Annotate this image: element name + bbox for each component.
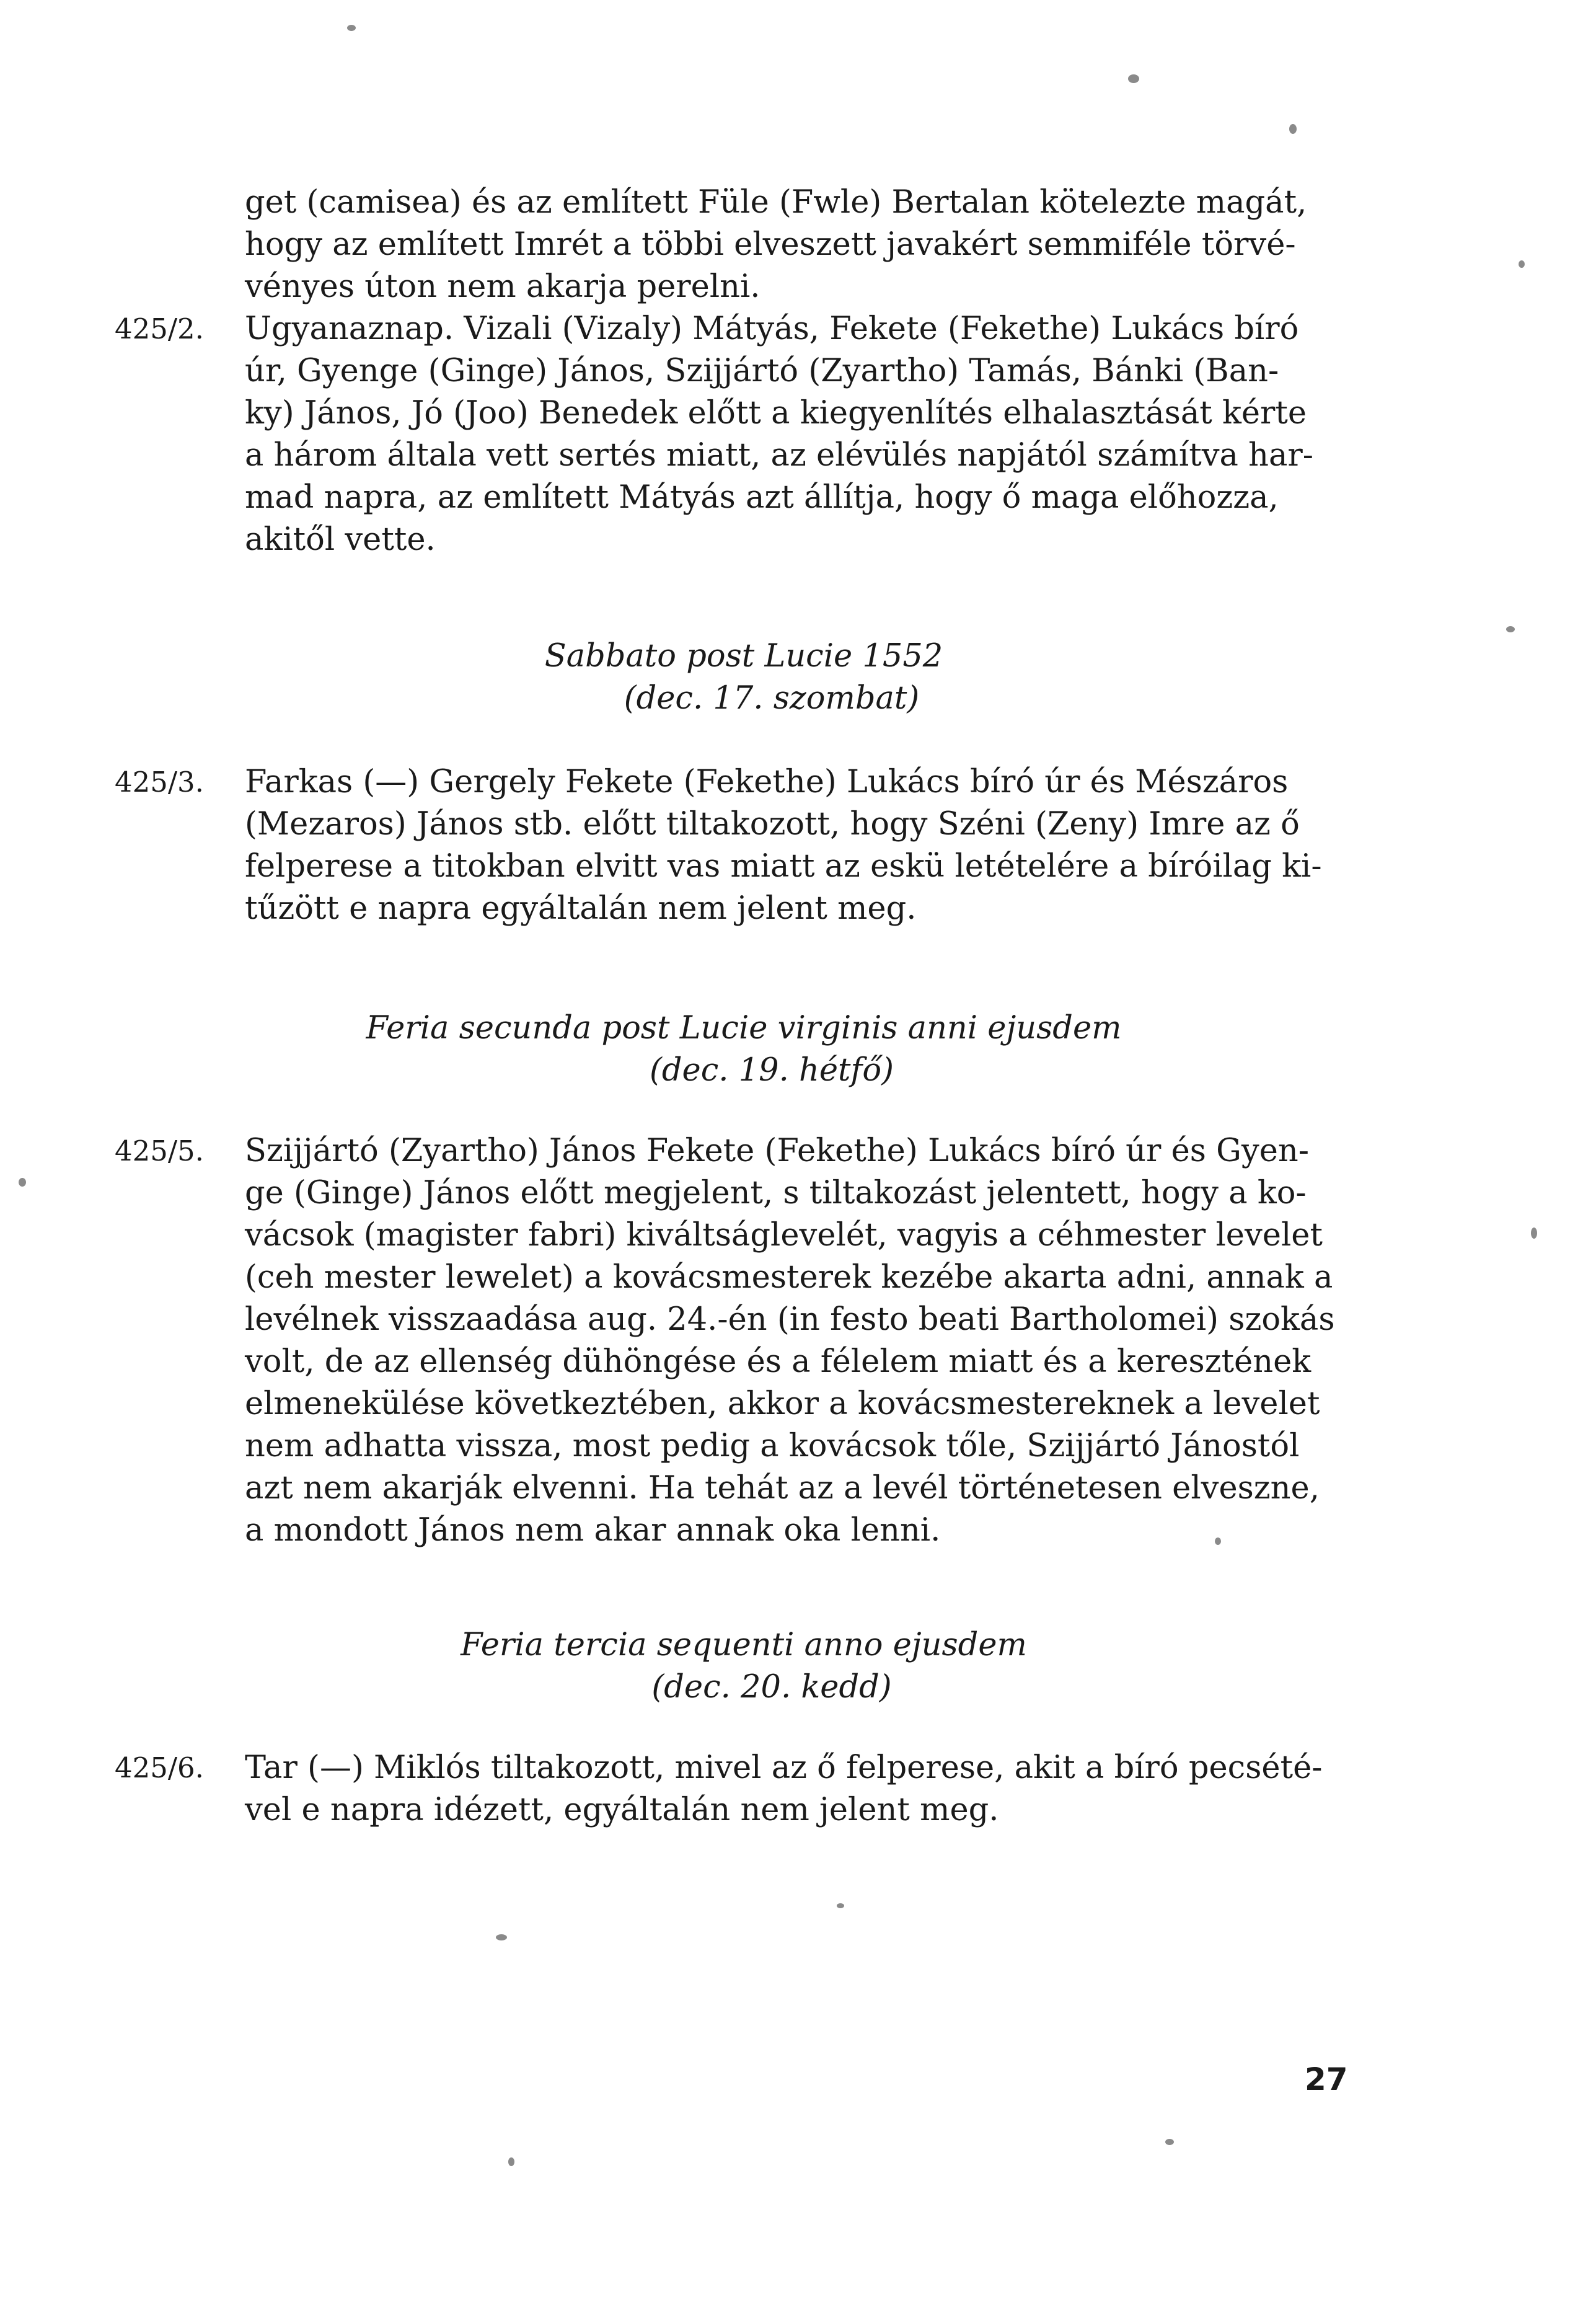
date-heading — [115, 635, 1373, 720]
heading-date: (dec. 17. szombat) — [624, 680, 920, 717]
text-line: hogy az említett Imrét a többi elveszett javakért semmiféle törvé- — [245, 226, 1296, 263]
text-line: azt nem akarják elvenni. Ha tehát az a levél történetesen elveszne, — [245, 1470, 1320, 1506]
entry-number: 425/3. — [115, 766, 204, 799]
page-number: 27 — [1305, 2061, 1348, 2097]
heading-date: (dec. 19. hétfő) — [649, 1052, 894, 1089]
text-line: vényes úton nem akarja perelni. — [245, 268, 761, 305]
text-line: get (camisea) és az említett Füle (Fwle) Bertalan kötelezte magát, — [245, 184, 1307, 221]
text-line: Tar (—) Miklós tiltakozott, mivel az ő felperese, akit a bíró pecsété- — [245, 1750, 1323, 1786]
text-line: (ceh mester lewelet) a kovácsmesterek kezébe akarta adni, annak a — [245, 1259, 1333, 1296]
text-line: levélnek visszaadása aug. 24.-én (in festo beati Bartholomei) szokás — [245, 1301, 1335, 1338]
entry-text — [245, 1747, 1360, 1831]
text-line: akitől vette. — [245, 521, 436, 558]
text-line: Szijjártó (Zyartho) János Fekete (Fekethe) Lukács bíró úr és Gyen- — [245, 1133, 1309, 1169]
date-heading — [115, 1624, 1373, 1709]
text-line: vel e napra idézett, egyáltalán nem jelent meg. — [245, 1792, 999, 1828]
text-line: ky) János, Jó (Joo) Benedek előtt a kiegyenlítés elhalasztását kérte — [245, 395, 1307, 431]
text-line: volt, de az ellenség dühöngése és a félelem miatt és a keresztének — [245, 1343, 1312, 1380]
text-line: elmenekülése következtében, akkor a kovácsmestereknek a levelet — [245, 1386, 1320, 1422]
text-line: a mondott János nem akar annak oka lenni. — [245, 1512, 941, 1549]
text-line: mad napra, az említett Mátyás azt állítja, hogy ő maga előhozza, — [245, 479, 1279, 516]
heading-latin: Sabbato post Lucie 1552 — [544, 638, 943, 675]
text-line: a három általa vett sertés miatt, az elévülés napjától számítva har- — [245, 437, 1313, 474]
text-line: tűzött e napra egyáltalán nem jelent meg. — [245, 890, 917, 927]
entry-text — [245, 761, 1360, 930]
entry-number: 425/5. — [115, 1135, 204, 1167]
text-line: úr, Gyenge (Ginge) János, Szijjártó (Zyartho) Tamás, Bánki (Ban- — [245, 353, 1279, 389]
text-line: (Mezaros) János stb. előtt tiltakozott, hogy Széni (Zeny) Imre az ő — [245, 806, 1300, 843]
date-heading — [115, 1007, 1373, 1092]
heading-latin: Feria tercia sequenti anno ejusdem — [461, 1627, 1027, 1663]
text-line: ge (Ginge) János előtt megjelent, s tiltakozást jelentett, hogy a ko- — [245, 1175, 1307, 1211]
text-line: Farkas (—) Gergely Fekete (Fekethe) Lukács bíró úr és Mészáros — [245, 764, 1289, 800]
entry-text — [245, 182, 1360, 308]
entry-text — [245, 1130, 1360, 1552]
text-line: vácsok (magister fabri) kiváltságlevelét, vagyis a céhmester levelet — [245, 1217, 1323, 1254]
heading-latin: Feria secunda post Lucie virginis anni ejusdem — [366, 1010, 1122, 1046]
text-line: felperese a titokban elvitt vas miatt az eskü letételére a bíróilag ki- — [245, 848, 1322, 885]
entry-text — [245, 308, 1360, 561]
entry-number: 425/6. — [115, 1751, 204, 1784]
entry-number: 425/2. — [115, 312, 204, 345]
text-line: Ugyanaznap. Vizali (Vizaly) Mátyás, Fekete (Fekethe) Lukács bíró — [245, 311, 1299, 347]
text-line: nem adhatta vissza, most pedig a kovácsok tőle, Szijjártó Jánostól — [245, 1428, 1300, 1464]
heading-date: (dec. 20. kedd) — [651, 1669, 892, 1706]
